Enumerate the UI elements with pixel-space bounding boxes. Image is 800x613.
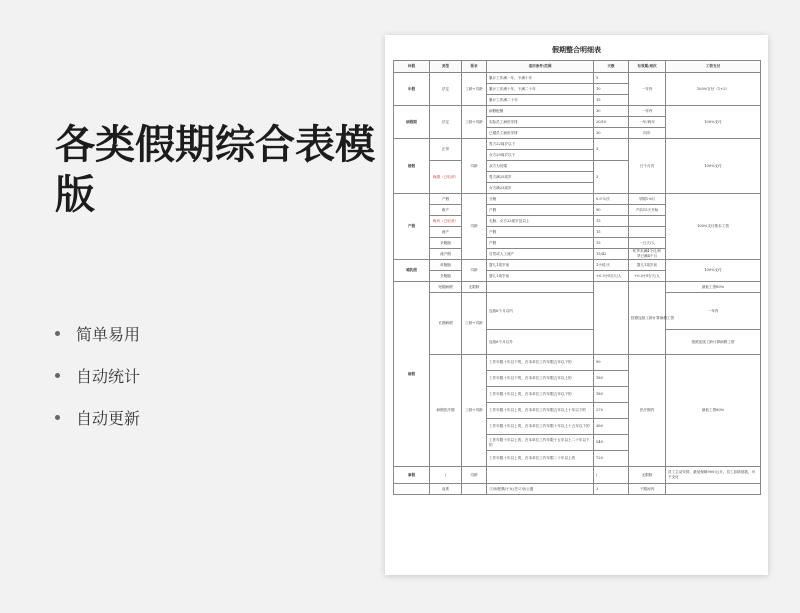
- header-cell: 有效期/周次: [629, 61, 666, 73]
- table-cell: 100%支付基本工资: [666, 194, 761, 260]
- table-cell: 晚育（已取消）: [430, 216, 462, 227]
- table-cell: 15/42: [594, 249, 629, 260]
- header-cell: 类型: [430, 61, 462, 73]
- table-cell: 720: [594, 451, 629, 467]
- table-row: [394, 467, 761, 484]
- table-cell: 工龄+司龄: [462, 106, 487, 139]
- table-cell: +0.5小时/天/人: [629, 271, 666, 282]
- table-cell: 3: [594, 161, 629, 194]
- header-cell: 要求: [462, 61, 487, 73]
- table-cell: 年假: [394, 73, 430, 106]
- table-cell: 30: [594, 128, 629, 139]
- table-cell: 自然或人工流产: [487, 249, 594, 260]
- table-cell: /: [430, 467, 462, 484]
- table-cell: 累计工作满二十年: [487, 95, 594, 106]
- feature-label: 简单易用: [76, 324, 141, 344]
- table-cell: 女方20周岁以下: [487, 150, 594, 161]
- table-cell: 产假: [394, 194, 430, 260]
- table-cell: 540: [594, 435, 629, 451]
- table-cell: 按照连续工龄计算病假工资: [629, 282, 666, 355]
- table-cell: 于期间内: [629, 484, 666, 495]
- table-cell: 男方22周岁以下: [487, 139, 594, 150]
- table-cell: 多胞胎: [430, 271, 462, 282]
- table-cell: [462, 484, 487, 495]
- table-cell: 实际员工病世安排: [487, 117, 594, 128]
- table-cell: [487, 282, 594, 293]
- table-cell: 法定: [430, 73, 462, 106]
- table-cell: 产假: [430, 194, 462, 205]
- table-cell: 无胎、女方23周岁及以上: [487, 216, 594, 227]
- table-row: [394, 260, 761, 271]
- feature-list: [55, 312, 140, 438]
- table-cell: 孕期1-6月: [629, 194, 666, 205]
- table-cell: 180: [594, 371, 629, 387]
- table-cell: 流产: [430, 227, 462, 238]
- header-cell: 适用条件/范围: [487, 61, 594, 73]
- table-cell: /: [594, 467, 629, 484]
- table-cell: [487, 467, 594, 484]
- table-cell: 100%支付: [666, 260, 761, 282]
- table-cell: 0.5-1/次: [594, 194, 629, 205]
- header-cell: 工资支付: [666, 61, 761, 73]
- table-cell: 婴儿1周岁前: [629, 260, 666, 271]
- table-cell: 3: [594, 484, 629, 495]
- table-row: [394, 139, 761, 150]
- table-cell: [394, 484, 430, 495]
- table-cell: 一年/两年: [629, 117, 666, 128]
- table-cell: 哺乳假: [394, 260, 430, 282]
- table-cell: 直系: [430, 484, 462, 495]
- feature-item: [55, 354, 140, 396]
- table-cell: 员工主动安排，最低保障900元/月，员工扣除基数，可不支付: [666, 467, 761, 484]
- table-cell: 四年: [629, 128, 666, 139]
- table-cell: 一日天/人: [629, 238, 666, 249]
- table-cell: 100%支付（1+2）: [666, 73, 761, 106]
- table-cell: 90: [594, 205, 629, 216]
- spreadsheet-preview: [385, 35, 768, 575]
- table-cell: 女方满23周岁: [487, 183, 594, 194]
- table-cell: 工作年限十年以上的，在本单位工作年限五年以下的: [487, 387, 594, 403]
- table-cell: 100%支付: [666, 139, 761, 194]
- table-cell: 产假: [487, 238, 594, 249]
- feature-item: [55, 396, 140, 438]
- bullet-dot-icon: [55, 331, 60, 336]
- table-cell: 累计工作满十年，不满二十年: [487, 84, 594, 95]
- table-cell: [666, 484, 761, 495]
- sheet-title: 假期整合明细表: [552, 46, 601, 54]
- table-cell: 分娩: [487, 194, 594, 205]
- table-cell: 一年内: [666, 293, 761, 330]
- table-cell: 长期病假: [430, 293, 462, 355]
- table-cell: 司龄: [462, 467, 487, 484]
- table-cell: 工龄+司龄: [462, 293, 487, 355]
- table-cell: 产前15天开始: [629, 205, 666, 216]
- table-cell: 怀孕未满4个月/怀孕已满4个月: [629, 249, 666, 260]
- table-cell: 司龄: [462, 194, 487, 260]
- table-cell: 产假: [487, 227, 594, 238]
- table-cell: 一年内: [629, 73, 666, 106]
- table-cell: 流产假: [430, 249, 462, 260]
- table-cell: 30: [594, 106, 629, 117]
- table-cell: +0.5小时/天/人: [594, 271, 629, 282]
- table-cell: 双方为初婚: [487, 161, 594, 172]
- table-cell: [629, 216, 666, 227]
- table-row: [394, 293, 761, 330]
- table-row: [394, 484, 761, 495]
- table-cell: 难产: [430, 205, 462, 216]
- header-cell: 休假: [394, 61, 430, 73]
- table-cell: 日个月内: [629, 139, 666, 194]
- table-cell: 婴儿1周岁前: [487, 271, 594, 282]
- table-row: [394, 355, 761, 371]
- table-cell: 男方满25周岁: [487, 172, 594, 183]
- table-cell: 已婚员工病世安排: [487, 128, 594, 139]
- table-cell: 工作年限十年以上的，在本单位工作年限二十年以上的: [487, 451, 594, 467]
- table-cell: 360: [594, 419, 629, 435]
- table-cell: 按照连续工龄计算病假工资: [666, 330, 761, 355]
- table-cell: 医疗期内: [629, 355, 666, 467]
- table-cell: 无限制: [462, 282, 487, 293]
- table-cell: 正常: [430, 139, 462, 161]
- table-row: [394, 106, 761, 117]
- table-cell: 连续6个月以内: [487, 293, 594, 330]
- bullet-dot-icon: [55, 415, 60, 420]
- table-cell: 最低工资80%: [666, 282, 761, 293]
- table-cell: 90: [594, 355, 629, 371]
- table-cell: 工作年限十年以上的，在本单位工作年限五年以上十年以下的: [487, 403, 594, 419]
- table-cell: 1小时/天: [594, 260, 629, 271]
- hero-title: 各类假期综合表模版: [55, 122, 375, 218]
- table-cell: 病假配额: [487, 106, 594, 117]
- header-cell: 天数: [594, 61, 629, 73]
- table-cell: 法定: [430, 106, 462, 139]
- table-cell: 15: [594, 216, 629, 227]
- table-row: [394, 73, 761, 84]
- table-cell: 工作年限十年以上的，在本单位工作年限十年以上十五年以下的: [487, 419, 594, 435]
- feature-label: 自动统计: [76, 366, 141, 386]
- table-cell: 15: [594, 95, 629, 106]
- table-cell: 工龄+司龄: [462, 355, 487, 467]
- table-cell: 3: [594, 139, 629, 161]
- table-cell: 短期病假: [430, 282, 462, 293]
- leave-table: [393, 60, 761, 495]
- table-row: [394, 282, 761, 293]
- table-cell: 多胞胎: [430, 238, 462, 249]
- table-cell: 一年内: [629, 106, 666, 117]
- table-cell: 270: [594, 403, 629, 419]
- table-cell: 父母/配偶/子女/岳父母/公婆: [487, 484, 594, 495]
- table-cell: 产假: [487, 205, 594, 216]
- table-cell: 病假期: [394, 106, 430, 139]
- table-cell: 婚假: [394, 139, 430, 194]
- table-cell: 20/10: [594, 117, 629, 128]
- bullet-dot-icon: [55, 373, 60, 378]
- table-cell: 15: [594, 227, 629, 238]
- table-cell: 180: [594, 387, 629, 403]
- table-cell: 病假医疗期: [430, 355, 462, 467]
- table-cell: 工作年限十年以下的，在本单位工作年限五年以下的: [487, 355, 594, 371]
- table-cell: 事假: [394, 467, 430, 484]
- table-cell: 工作年限十年以下的，在本单位工作年限五年以上的: [487, 371, 594, 387]
- table-cell: 最低工资80%: [666, 355, 761, 467]
- feature-item: [55, 312, 140, 354]
- table-cell: 病假: [394, 282, 430, 467]
- table-cell: 100%支付: [666, 106, 761, 139]
- table-cell: 工作年限十年以上的，在本单位工作年限十五年以上二十年以下的: [487, 435, 594, 451]
- table-header-row: [394, 61, 761, 73]
- table-cell: 5: [594, 73, 629, 84]
- table-cell: 司龄: [462, 260, 487, 282]
- table-cell: 司龄: [462, 139, 487, 194]
- table-cell: 10: [594, 84, 629, 95]
- table-cell: 婴儿1周岁前: [487, 260, 594, 271]
- feature-label: 自动更新: [76, 408, 141, 428]
- table-cell: 累计工作满一年，不满十年: [487, 73, 594, 84]
- table-cell: [594, 282, 629, 355]
- table-cell: 15: [594, 238, 629, 249]
- table-cell: 无限制: [629, 467, 666, 484]
- table-cell: 单胞胎: [430, 260, 462, 271]
- table-row: [394, 194, 761, 205]
- table-cell: [629, 227, 666, 238]
- table-cell: 工龄+司龄: [462, 73, 487, 106]
- table-cell: 连续6个月以外: [487, 330, 594, 355]
- table-cell: 晚婚（已取消）: [430, 161, 462, 194]
